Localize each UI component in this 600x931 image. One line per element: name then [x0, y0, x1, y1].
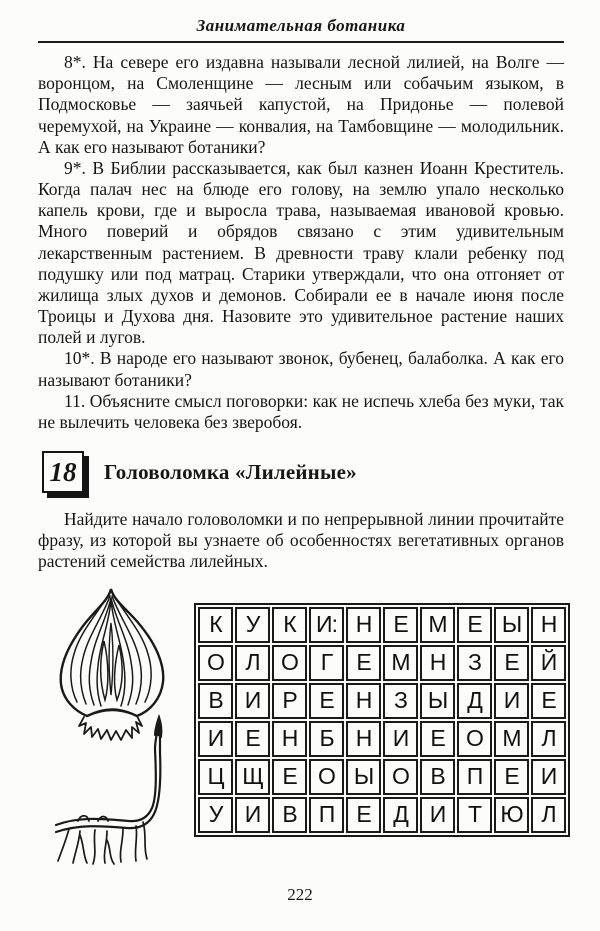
puzzle-grid-cell: Н — [420, 645, 455, 681]
running-head: Занимательная ботаника — [196, 16, 406, 35]
puzzle-grid-cell: З — [383, 683, 418, 719]
puzzle-grid-cell: Л — [531, 797, 566, 833]
puzzle-grid-cell: Л — [235, 645, 270, 681]
puzzle-grid-cell: М — [420, 607, 455, 643]
puzzle-grid-cell: Н — [346, 721, 381, 757]
question-10: 10*. В народе его называют звонок, бубенец, балаболка. А как его называют ботаники? — [38, 348, 564, 390]
puzzle-grid-cell: И — [235, 683, 270, 719]
puzzle-grid-cell: Е — [531, 683, 566, 719]
puzzle-grid-cell: И — [420, 797, 455, 833]
puzzle-grid-cell: Щ — [235, 759, 270, 795]
puzzle-grid-cell: Е — [494, 645, 529, 681]
puzzle-instruction: Найдите начало головоломки и по непрерывной линии прочитайте фразу, из которой вы узнаете об особенностях вегетативных органов растений семейства лилейных. — [38, 509, 564, 572]
puzzle-figure-row — [38, 583, 564, 865]
puzzle-grid-cell: Б — [309, 721, 344, 757]
puzzle-grid-cell: П — [457, 759, 492, 795]
puzzle-grid-cell: М — [383, 645, 418, 681]
puzzle-grid-cell: Н — [272, 721, 307, 757]
puzzle-grid-cell: Е — [383, 607, 418, 643]
puzzle-grid-cell: Ц — [198, 759, 233, 795]
puzzle-grid-cell: Н — [346, 683, 381, 719]
puzzle-grid-cell: Н — [346, 607, 381, 643]
puzzle-grid-cell: И — [383, 721, 418, 757]
puzzle-grid-cell: Е — [346, 797, 381, 833]
puzzle-grid-cell: И: — [309, 607, 344, 643]
puzzle-grid-cell: В — [272, 797, 307, 833]
puzzle-grid-cell: Д — [457, 683, 492, 719]
puzzle-letter-grid — [194, 603, 570, 837]
puzzle-grid-cell: Н — [531, 607, 566, 643]
puzzle-grid-cell: Е — [420, 721, 455, 757]
puzzle-grid-cell: О — [198, 645, 233, 681]
puzzle-grid-cell: Е — [457, 607, 492, 643]
puzzle-grid-cell: И — [198, 721, 233, 757]
puzzle-grid-cell: М — [494, 721, 529, 757]
puzzle-grid-cell: З — [457, 645, 492, 681]
puzzle-grid-cell: Й — [531, 645, 566, 681]
puzzle-grid-cell: О — [457, 721, 492, 757]
puzzle-grid-cell: В — [420, 759, 455, 795]
puzzle-grid-cell: Ы — [494, 607, 529, 643]
puzzle-grid-cell: Г — [309, 645, 344, 681]
puzzle-title: Головоломка «Лилейные» — [104, 459, 357, 484]
puzzle-grid-cell: Д — [383, 797, 418, 833]
puzzle-grid-cell: Е — [346, 645, 381, 681]
puzzle-grid-cell: О — [272, 645, 307, 681]
puzzle-grid-cell: Ы — [346, 759, 381, 795]
puzzle-grid-cell: И — [494, 683, 529, 719]
puzzle-grid-cell: И — [531, 759, 566, 795]
puzzle-grid-cell: У — [235, 607, 270, 643]
page-number: 222 — [287, 885, 313, 904]
puzzle-grid-cell: Е — [272, 759, 307, 795]
puzzle-grid-cell: Е — [309, 683, 344, 719]
puzzle-grid-cell: Л — [531, 721, 566, 757]
puzzle-grid-cell: П — [309, 797, 344, 833]
puzzle-grid-cell: О — [383, 759, 418, 795]
puzzle-section-header — [42, 451, 564, 493]
question-11: 11. Объясните смысл поговорки: как не испечь хлеба без муки, так не вылечить человека без зверобоя. — [38, 390, 564, 432]
puzzle-grid-cell: Ы — [420, 683, 455, 719]
header-rule — [38, 41, 564, 43]
puzzle-grid-cell: Е — [494, 759, 529, 795]
puzzle-grid-cell: У — [198, 797, 233, 833]
questions-block — [38, 52, 564, 433]
puzzle-grid-cell: К — [198, 607, 233, 643]
puzzle-grid-cell: В — [198, 683, 233, 719]
question-8: 8*. На севере его издавна называли лесной лилией, на Волге — воронцом, на Смоленщине — лесным или собачьим языком, в Подмосковье — заячьей капустой, на Придонье — полевой черемухой, на Украине — конвалия, на Тамбовщине — молодильник. А как его называют ботаники? — [38, 52, 564, 157]
puzzle-grid-cell: К — [272, 607, 307, 643]
puzzle-grid-cell: О — [309, 759, 344, 795]
question-9: 9*. В Библии рассказывается, как был казнен Иоанн Креститель. Когда палач нес на блюде его голову, на землю упало несколько капель крови, где и выросла трава, называемая ивановой кровью. Много поверий и обрядов связано с этим удивительным лекарственным растением. В древности траву клали ребенку под подушку или под матрац. Старики утверждали, что она отгоняет от жилища злых духов и демонов. Собирали ее в начале июня после Троицы и Духова дня. Назовите это удивительное растение наших полей и лугов. — [38, 157, 564, 348]
puzzle-grid-cell: Е — [235, 721, 270, 757]
puzzle-grid-cell: Ю — [494, 797, 529, 833]
onion-bulb-and-rhizome-illustration — [36, 583, 188, 865]
puzzle-number-badge: 18 — [42, 451, 84, 493]
puzzle-grid-cell: Р — [272, 683, 307, 719]
puzzle-grid-cell: И — [235, 797, 270, 833]
puzzle-grid-cell: Т — [457, 797, 492, 833]
